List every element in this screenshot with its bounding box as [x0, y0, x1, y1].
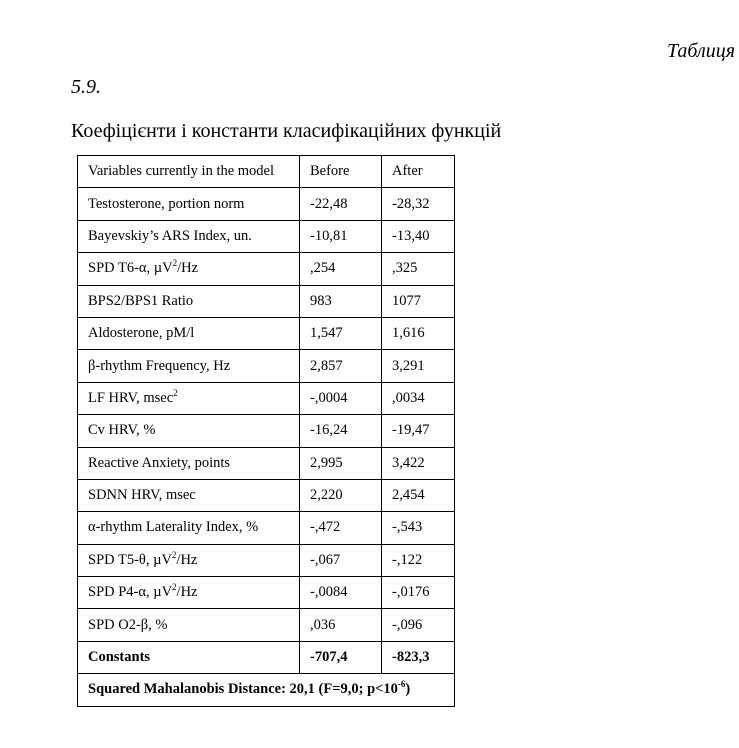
variable-name: SPD T5-θ, µV: [88, 551, 172, 568]
after-value: -,543: [382, 512, 455, 544]
variable-name: Bayevskiy’s ARS Index, un.: [88, 227, 252, 244]
variable-name: β-rhythm Frequency, Hz: [88, 357, 231, 374]
variable-name: α-rhythm Laterality Index, %: [88, 519, 259, 536]
before-value: -707,4: [300, 641, 382, 673]
after-value: ,0034: [382, 382, 455, 414]
after-value: -,096: [382, 609, 455, 641]
table-body: [78, 156, 455, 707]
footer-text: Squared Mahalanobis Distance: 20,1 (F=9,0; p<10: [88, 681, 398, 698]
after-value: ,325: [382, 253, 455, 285]
table-header-row: [78, 156, 455, 188]
variable-unit-suffix: /Hz: [176, 551, 198, 568]
before-value: ,036: [300, 609, 382, 641]
variable-name: Constants: [88, 649, 151, 666]
before-value: ,254: [300, 253, 382, 285]
before-value: -22,48: [300, 188, 382, 220]
header-after: After: [382, 156, 455, 188]
variable-cell: [78, 285, 300, 317]
footer-suffix: ): [405, 681, 411, 698]
table-row: [78, 188, 455, 220]
header-before: Before: [300, 156, 382, 188]
variable-superscript: 2: [171, 549, 177, 560]
variable-name: SPD O2-β, %: [88, 616, 168, 633]
table-row: [78, 447, 455, 479]
before-value: 2,995: [300, 447, 382, 479]
table-row: [78, 577, 455, 609]
after-value: 1,616: [382, 317, 455, 349]
table-caption-number: 5.9.: [71, 76, 101, 98]
variable-cell: [78, 544, 300, 576]
table-row: [78, 415, 455, 447]
variable-name: LF HRV, msec: [88, 389, 174, 406]
after-value: 1077: [382, 285, 455, 317]
table-row: [78, 382, 455, 414]
coefficients-table: [77, 155, 455, 707]
after-value: -13,40: [382, 220, 455, 252]
table-caption-label: Таблиця: [667, 40, 735, 62]
variable-unit-suffix: /Hz: [176, 584, 198, 601]
table-row: [78, 350, 455, 382]
after-value: -28,32: [382, 188, 455, 220]
variable-cell: [78, 317, 300, 349]
before-value: 2,857: [300, 350, 382, 382]
variable-cell: [78, 415, 300, 447]
variable-cell: [78, 188, 300, 220]
footer-superscript: -6: [397, 679, 406, 690]
variable-name: Testosterone, portion norm: [88, 195, 245, 212]
variable-superscript: 2: [173, 387, 178, 398]
after-value: 3,422: [382, 447, 455, 479]
table-row: [78, 609, 455, 641]
variable-cell: [78, 609, 300, 641]
variable-cell: [78, 512, 300, 544]
table-row: [78, 285, 455, 317]
after-value: -19,47: [382, 415, 455, 447]
mahalanobis-distance-note: [78, 674, 455, 706]
header-variables: Variables currently in the model: [78, 156, 300, 188]
variable-superscript: 2: [172, 258, 178, 269]
variable-cell: [78, 479, 300, 511]
variable-cell: [78, 447, 300, 479]
variable-unit-suffix: /Hz: [177, 260, 199, 277]
before-value: -,067: [300, 544, 382, 576]
variable-cell: [78, 641, 300, 673]
variable-superscript: 2: [172, 582, 177, 593]
after-value: 3,291: [382, 350, 455, 382]
variable-cell: [78, 350, 300, 382]
variable-name: Cv HRV, %: [88, 422, 156, 439]
before-value: -10,81: [300, 220, 382, 252]
table-row: [78, 317, 455, 349]
after-value: -823,3: [382, 641, 455, 673]
table-row: [78, 512, 455, 544]
before-value: -,0084: [300, 577, 382, 609]
variable-cell: [78, 382, 300, 414]
before-value: 2,220: [300, 479, 382, 511]
before-value: -16,24: [300, 415, 382, 447]
variable-cell: [78, 253, 300, 285]
table-footer-row: [78, 674, 455, 706]
table-row: [78, 253, 455, 285]
table-title: Коефіцієнти і константи класифікаційних функцій: [71, 120, 502, 142]
after-value: -,122: [382, 544, 455, 576]
before-value: 1,547: [300, 317, 382, 349]
table-row: [78, 641, 455, 673]
table-row: [78, 220, 455, 252]
before-value: 983: [300, 285, 382, 317]
after-value: 2,454: [382, 479, 455, 511]
variable-name: Aldosterone, pM/l: [88, 325, 195, 342]
after-value: -,0176: [382, 577, 455, 609]
table-row: [78, 479, 455, 511]
variable-name: SPD T6-α, µV: [88, 260, 173, 277]
variable-cell: [78, 220, 300, 252]
variable-name: SPD P4-α, µV: [88, 584, 173, 601]
before-value: -,0004: [300, 382, 382, 414]
before-value: -,472: [300, 512, 382, 544]
variable-name: BPS2/BPS1 Ratio: [88, 292, 194, 309]
variable-cell: [78, 577, 300, 609]
table-row: [78, 544, 455, 576]
variable-name: Reactive Anxiety, points: [88, 454, 231, 471]
variable-name: SDNN HRV, msec: [88, 487, 196, 504]
